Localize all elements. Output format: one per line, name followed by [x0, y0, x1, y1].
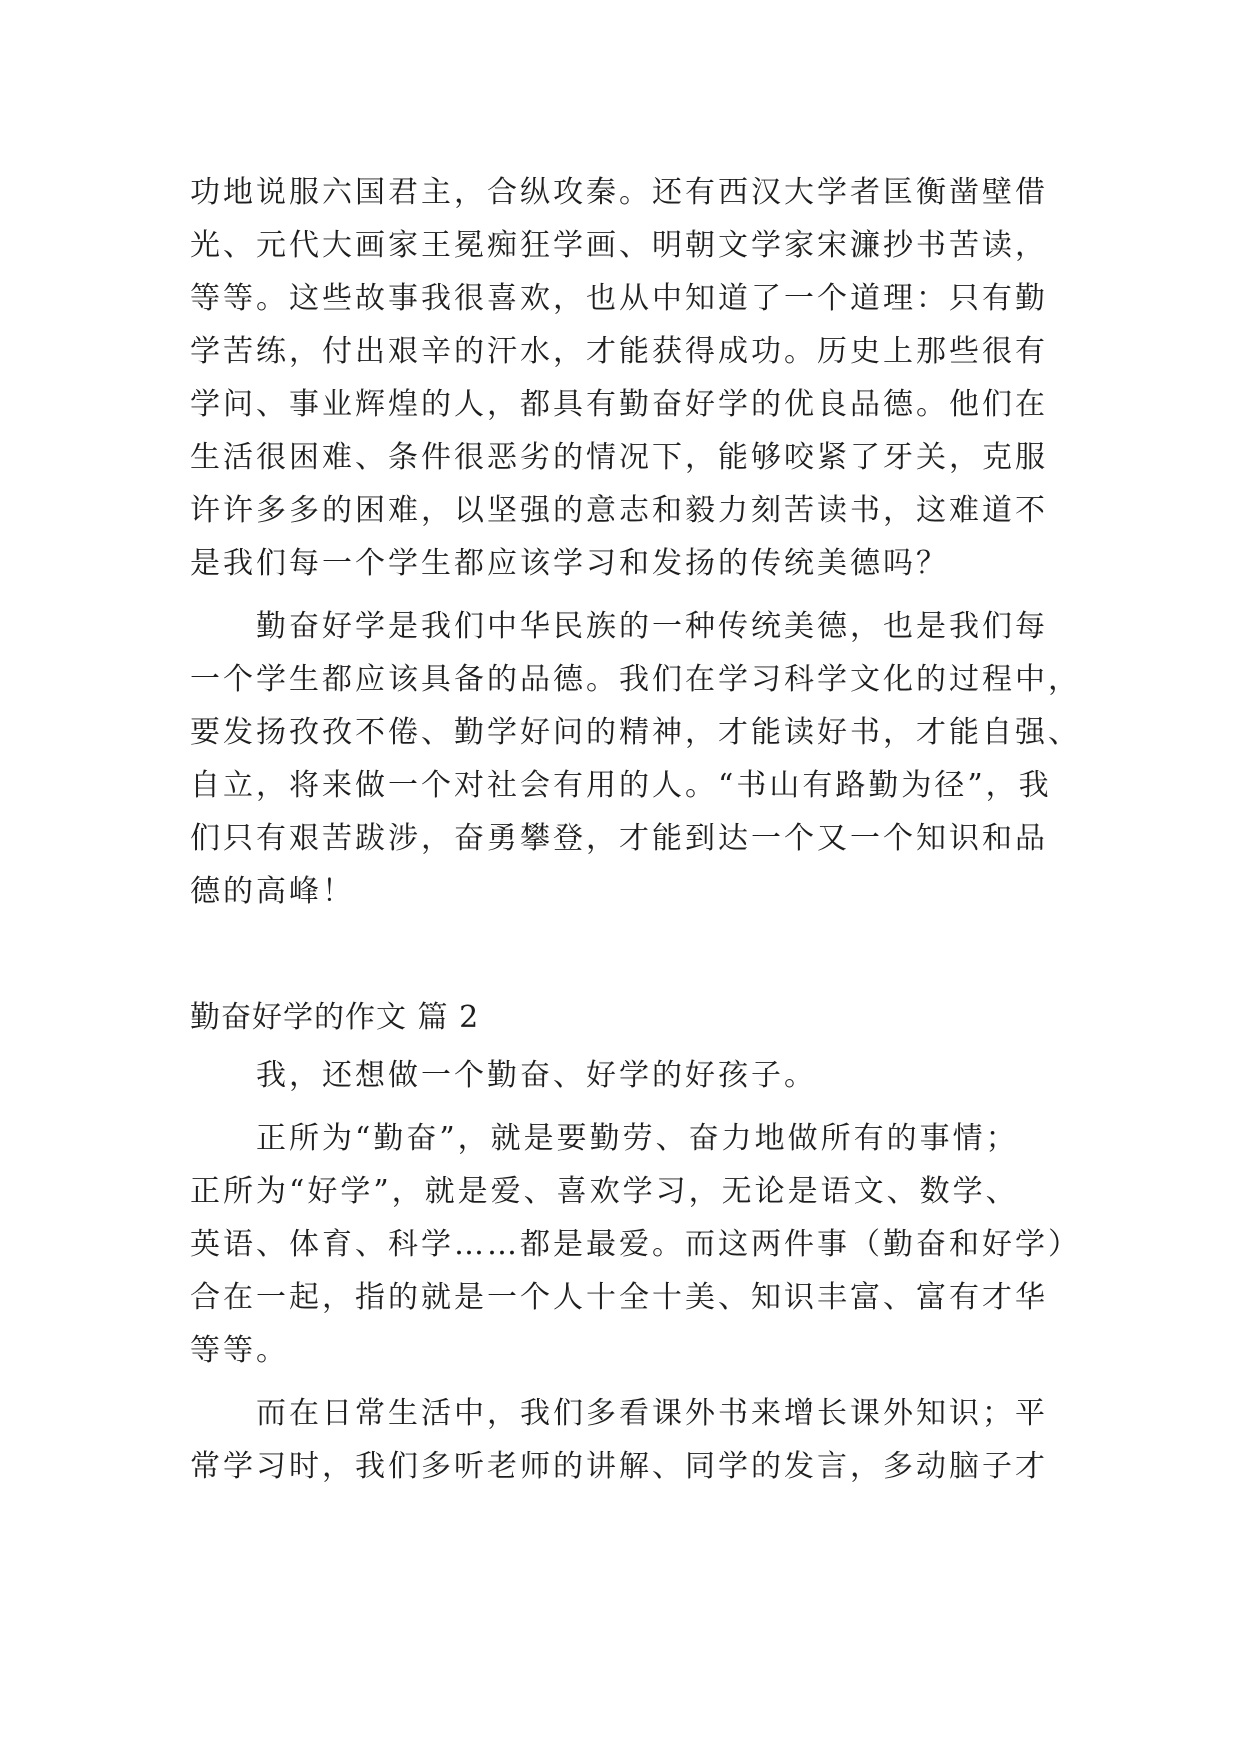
text-line: 一个学生都应该具备的品德。我们在学习科学文化的过程中， [190, 662, 1081, 697]
text-line: 英语、体育、科学……都是最爱。而这两件事（勤奋和好学） [190, 1227, 1081, 1262]
text-line: 德的高峰！ [190, 874, 355, 909]
text-line: 光、元代大画家王冕痴狂学画、明朝文学家宋濂抄书苦读， [190, 228, 1048, 263]
text-line: 而在日常生活中，我们多看课外书来增长课外知识；平 [190, 1396, 1048, 1431]
text-line: 自立，将来做一个对社会有用的人。“书山有路勤为径”，我 [190, 768, 1052, 803]
text-line: 合在一起，指的就是一个人十全十美、知识丰富、富有才华 [190, 1280, 1048, 1315]
text-line: 正所为“勤奋”，就是要勤劳、奋力地做所有的事情； [190, 1121, 1019, 1156]
text-line: 是我们每一个学生都应该学习和发扬的传统美德吗？ [190, 546, 949, 581]
text-line: 学苦练，付出艰辛的汗水，才能获得成功。历史上那些很有 [190, 334, 1048, 369]
text-line: 正所为“好学”，就是爱、喜欢学习，无论是语文、数学、 [190, 1174, 1019, 1209]
text-line: 我，还想做一个勤奋、好学的好孩子。 [190, 1058, 817, 1093]
section-heading: 勤奋好学的作文 篇 2 [190, 1000, 480, 1035]
text-line: 常学习时，我们多听老师的讲解、同学的发言，多动脑子才 [190, 1449, 1048, 1484]
text-line: 许许多多的困难，以坚强的意志和毅力刻苦读书，这难道不 [190, 493, 1048, 528]
text-line: 等等。 [190, 1333, 289, 1368]
text-line: 生活很困难、条件很恶劣的情况下，能够咬紧了牙关，克服 [190, 440, 1048, 475]
text-line: 要发扬孜孜不倦、勤学好问的精神，才能读好书，才能自强、 [190, 715, 1081, 750]
text-line: 功地说服六国君主，合纵攻秦。还有西汉大学者匡衡凿壁借 [190, 175, 1048, 210]
text-line: 们只有艰苦跋涉，奋勇攀登，才能到达一个又一个知识和品 [190, 821, 1048, 856]
text-line: 等等。这些故事我很喜欢，也从中知道了一个道理：只有勤 [190, 281, 1048, 316]
text-line: 学问、事业辉煌的人，都具有勤奋好学的优良品德。他们在 [190, 387, 1048, 422]
text-line: 勤奋好学是我们中华民族的一种传统美德，也是我们每 [190, 609, 1048, 644]
